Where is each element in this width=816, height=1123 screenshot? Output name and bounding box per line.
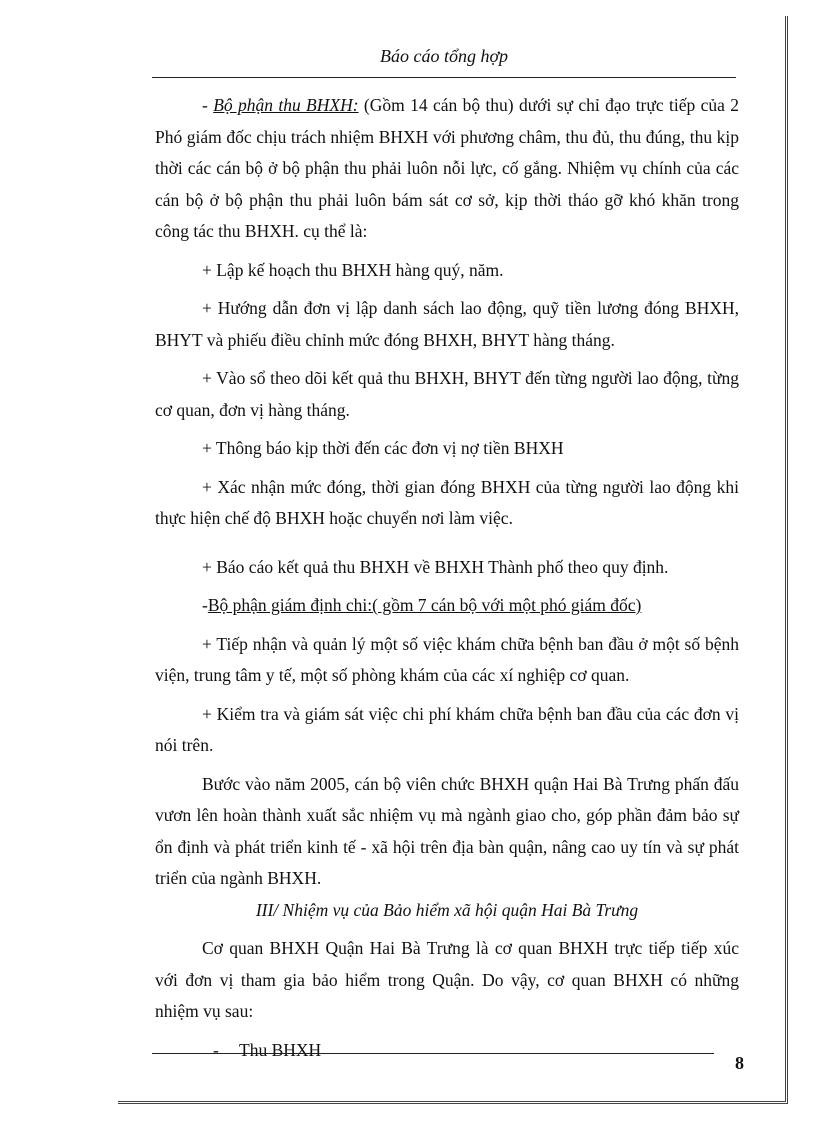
task-record: + Vào sổ theo dõi kết quả thu BHXH, BHYT đến từng người lao động, từng cơ quan, đơn vị hàng tháng. [155, 368, 739, 420]
task-inspect: + Kiểm tra và giám sát việc chi phí khám chữa bệnh ban đầu của các đơn vị nói trên. [155, 703, 739, 755]
task-guide: + Hướng dẫn đơn vị lập danh sách lao động, quỹ tiền lương đóng BHXH, BHYT và phiếu điều chỉnh mức đóng BHXH, BHYT hàng tháng. [155, 298, 739, 350]
paragraph-2005: Bước vào năm 2005, cán bộ viên chức BHXH quận Hai Bà Trưng phấn đấu vươn lên hoàn thành xuất sắc nhiệm vụ mà ngành giao cho, góp phần đảm bảo sự ổn định và phát triển kinh tế - xã hội trên địa bàn quận, nâng cao uy tín và sự phát triển của ngành BHXH. [155, 773, 739, 888]
task-receive: + Tiếp nhận và quản lý một số việc khám chữa bệnh ban đầu ở một số bệnh viện, trung tâm y tế, một số phòng khám của các xí nghiệp cơ quan. [155, 633, 739, 685]
section-heading: III/ Nhiệm vụ của Bảo hiểm xã hội quận Hai Bà Trưng [255, 899, 639, 920]
task-plan: + Lập kế hoạch thu BHXH hàng quý, năm. [202, 259, 504, 280]
paragraph-agency: Cơ quan BHXH Quận Hai Bà Trưng là cơ quan BHXH trực tiếp tiếp xúc với đơn vị tham gia bảo hiểm trong Quận. Do vậy, cơ quan BHXH có những nhiệm vụ sau: [155, 938, 739, 1021]
page-number: 8 [735, 1053, 744, 1073]
list-item [155, 1035, 739, 1067]
list-dash: - [213, 1039, 219, 1060]
collection-dept-label: Bộ phận thu BHXH: [213, 95, 359, 115]
dash-prefix: - [202, 595, 208, 615]
list-item-text: Thu BHXH [239, 1039, 322, 1060]
collection-dept-text: (Gồm 14 cán bộ thu) dưới sự chỉ đạo trực tiếp của 2 Phó giám đốc chịu trách nhiệm BHXH với phương châm, thu đủ, thu đúng, thu kịp thời các cán bộ ở bộ phận thu phải luôn nỗi lực, cố gắng. Nhiệm vụ chính của các cán bộ ở bộ phận thu phải luôn bám sát cơ sở, kịp thời tháo gỡ khó khăn trong công tác thu BHXH. cụ thể là: [155, 95, 739, 241]
task-report: + Báo cáo kết quả thu BHXH về BHXH Thành phố theo quy định. [202, 556, 669, 577]
inspection-dept-label: Bộ phận giám định chi:( gồm 7 cán bộ với một phó giám đốc) [207, 595, 642, 615]
header-divider [152, 77, 736, 78]
dash-prefix: - [202, 95, 214, 115]
page-header-title: Báo cáo tổng hợp [379, 46, 509, 66]
paragraph-inspection-dept [155, 590, 739, 622]
paragraph-collection-dept [155, 90, 739, 248]
task-confirm: + Xác nhận mức đóng, thời gian đóng BHXH của từng người lao động khi thực hiện chế độ BHXH hoặc chuyển nơi làm việc. [155, 476, 739, 528]
task-notify: + Thông báo kịp thời đến các đơn vị nợ tiền BHXH [202, 438, 564, 458]
document-body [155, 90, 739, 1066]
footer-divider [152, 1053, 714, 1054]
